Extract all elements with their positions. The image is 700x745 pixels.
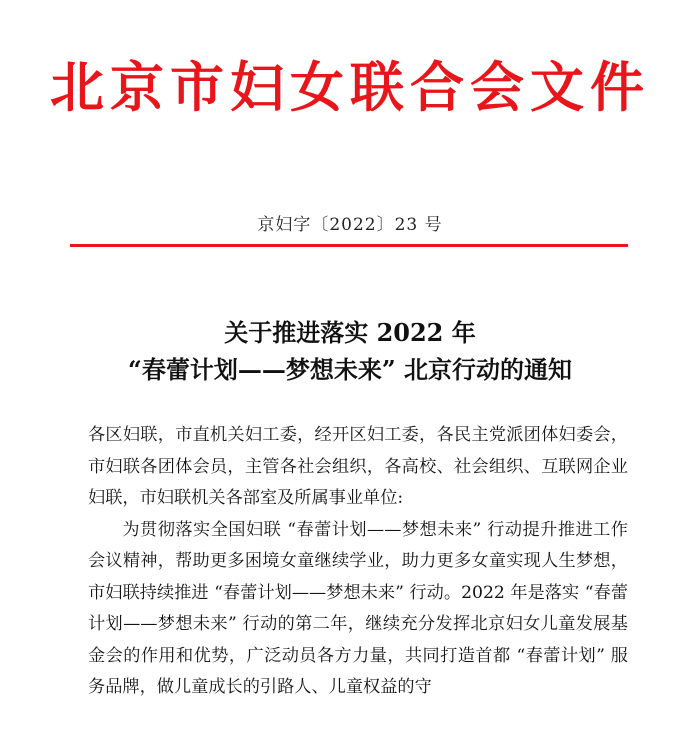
document-body [88, 420, 628, 704]
document-header-title: 北京市妇女联合会文件 [50, 55, 650, 119]
document-number: 京妇字〔2022〕23 号 [257, 215, 443, 235]
red-divider-line [70, 244, 628, 247]
document-title-line-2: “春蕾计划——梦想未来” 北京行动的通知 [128, 355, 572, 384]
document-title-line-1: 关于推进落实 2022 年 [224, 318, 476, 347]
recipients-paragraph: 各区妇联，市直机关妇工委，经开区妇工委，各民主党派团体妇委会，市妇联各团体会员，主管各社会组织，各高校、社会组织、互联网企业妇联，市妇联机关各部室及所属事业单位: [88, 425, 628, 508]
body-paragraph: 为贯彻落实全国妇联 “春蕾计划——梦想未来” 行动提升推进工作会议精神，帮助更多困境女童继续学业，助力更多女童实现人生梦想，市妇联持续推进 “春蕾计划——梦想未来” 行动。2022 年是落实 “春蕾计划——梦想未来” 行动的第二年，继续充分发挥北京妇女儿童发展基金会的作用和优势，广泛动员各方力量，共同打造首都 “春蕾计划” 服务品牌，做儿童成长的引路人、儿童权益的守 [88, 519, 628, 697]
